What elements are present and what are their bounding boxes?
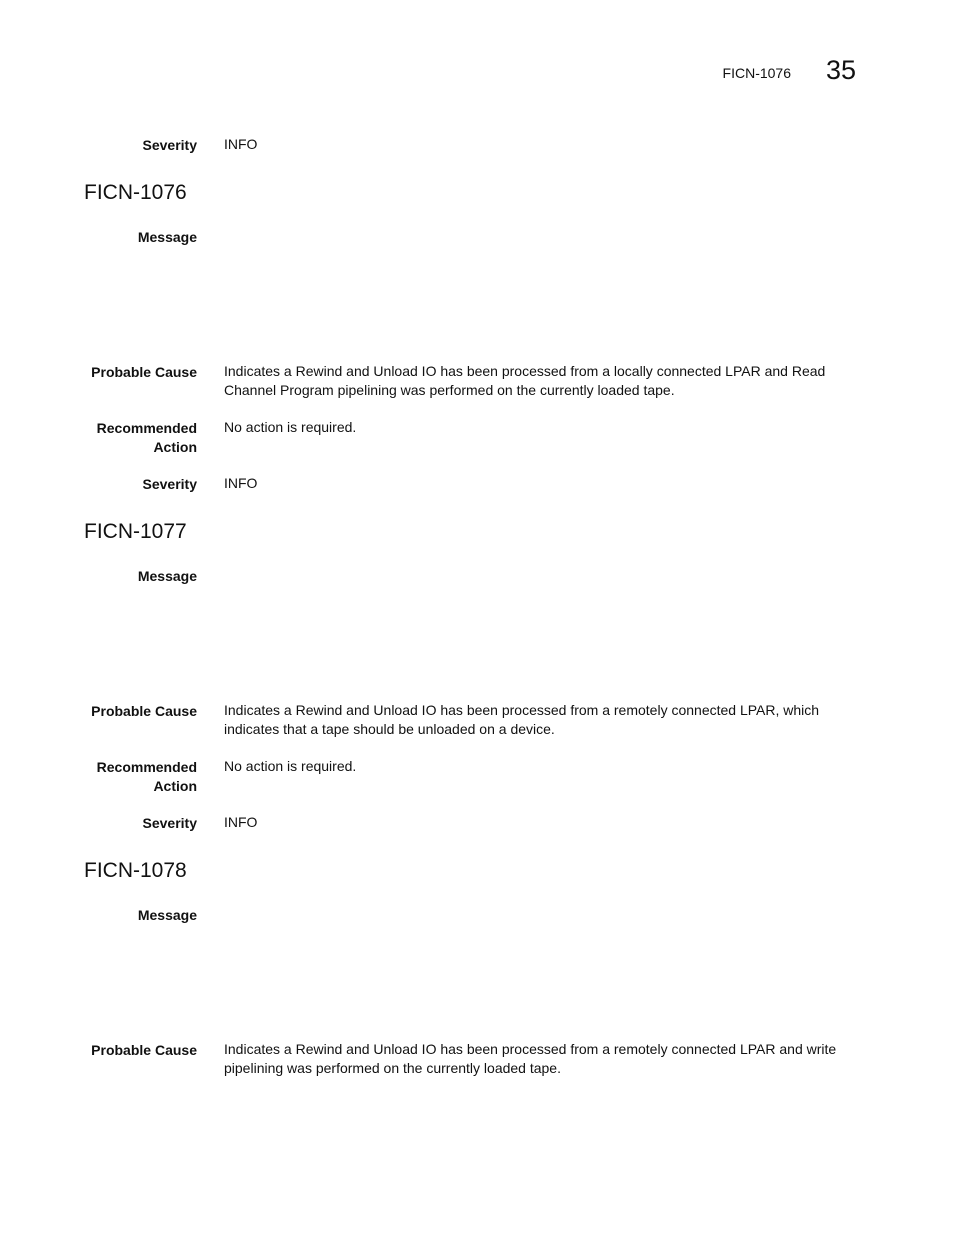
recommended-label-line: Recommended (96, 759, 197, 775)
probable-cause-label: Probable Cause (91, 1042, 197, 1058)
probable-cause-line: Channel Program pipelining was performed on the currently loaded tape. (224, 382, 675, 398)
probable-cause-text (224, 1040, 874, 1078)
entry-heading: FICN-1077 (84, 520, 187, 543)
recommended-action-text: No action is required. (224, 758, 357, 774)
severity-label: Severity (142, 815, 197, 831)
severity-value: INFO (224, 136, 258, 152)
action-label-line: Action (153, 439, 197, 455)
severity-label: Severity (142, 137, 197, 153)
severity-label: Severity (142, 476, 197, 492)
recommended-action-label (60, 758, 197, 796)
severity-value: INFO (224, 814, 258, 830)
probable-cause-line: indicates that a tape should be unloaded on a device. (224, 721, 555, 737)
entry-heading: FICN-1078 (84, 859, 187, 882)
action-label-line: Action (153, 778, 197, 794)
probable-cause-line: Indicates a Rewind and Unload IO has been processed from a remotely connected LPAR, which (224, 702, 820, 718)
probable-cause-text (224, 362, 874, 400)
probable-cause-line: Indicates a Rewind and Unload IO has been processed from a locally connected LPAR and Read (224, 363, 826, 379)
probable-cause-line: Indicates a Rewind and Unload IO has been processed from a remotely connected LPAR and write (224, 1041, 837, 1057)
probable-cause-label: Probable Cause (91, 703, 197, 719)
recommended-action-label (60, 419, 197, 457)
probable-cause-text (224, 701, 874, 739)
message-label: Message (137, 907, 197, 923)
probable-cause-line: pipelining was performed on the currently loaded tape. (224, 1060, 561, 1076)
message-label: Message (137, 229, 197, 245)
recommended-label-line: Recommended (96, 420, 197, 436)
entry-heading: FICN-1076 (84, 181, 187, 204)
probable-cause-label: Probable Cause (91, 364, 197, 380)
chapter-number: 35 (826, 55, 857, 85)
running-header-topic: FICN-1076 (722, 65, 791, 81)
severity-value: INFO (224, 475, 258, 491)
message-label: Message (137, 568, 197, 584)
recommended-action-text: No action is required. (224, 419, 357, 435)
